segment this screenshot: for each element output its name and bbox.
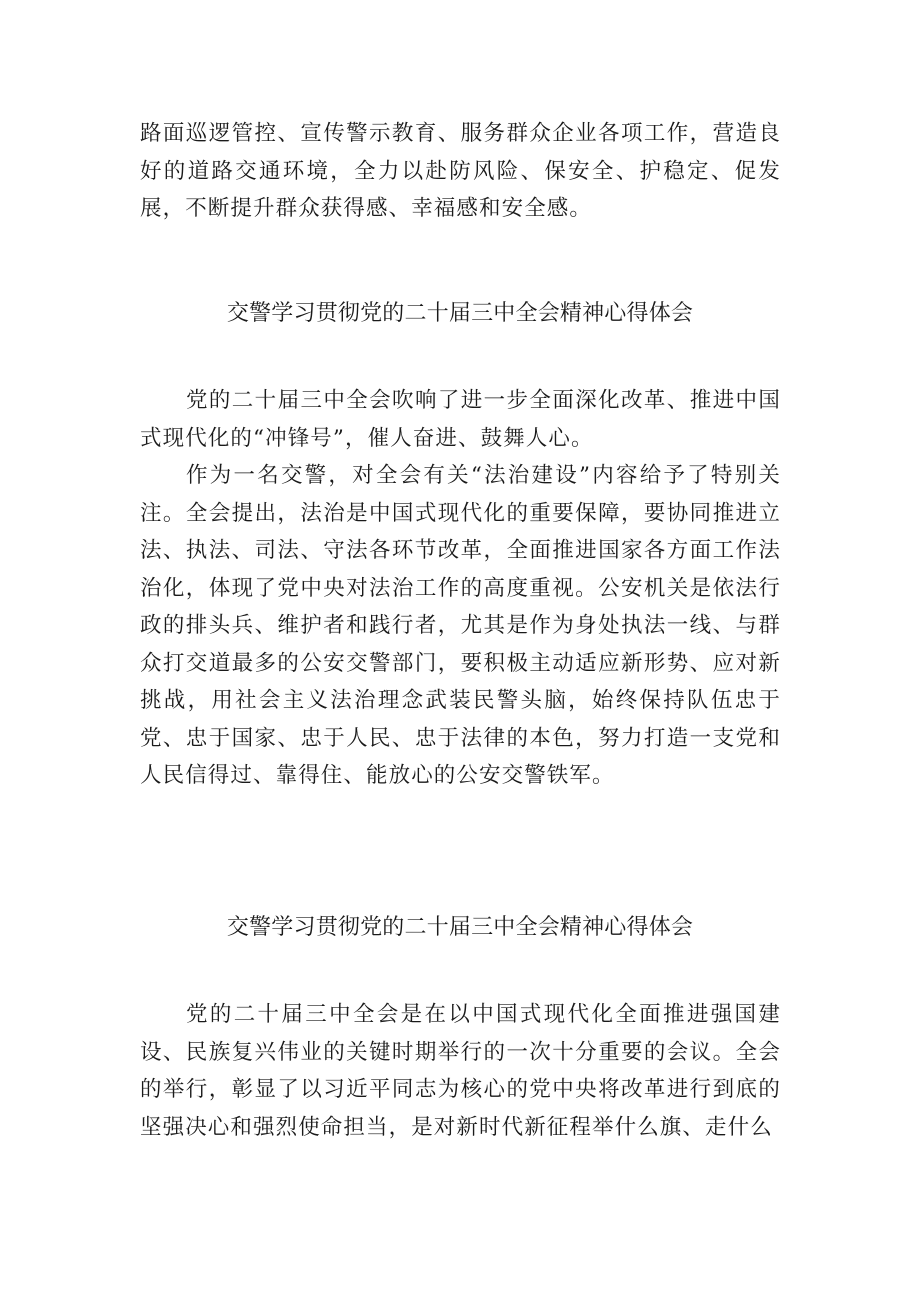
section-2-paragraph-1: 党的二十届三中全会是在以中国式现代化全面推进强国建设、民族复兴伟业的关键时期举行的一次十分重要的会议。全会的举行，彰显了以习近平同志为核心的党中央将改革进行到底的坚强决心和强烈使命担当，是对新时代新征程举什么旗、走什么 [140,1002,781,1140]
section-2-title: 交警学习贯彻党的二十届三中全会精神心得体会 [226,915,694,940]
section-1-title: 交警学习贯彻党的二十届三中全会精神心得体会 [226,301,694,326]
section-1-paragraph-2: 作为一名交警，对全会有关“法治建设”内容给予了特别关注。全会提出，法治是中国式现代化的重要保障，要协同推进立法、执法、司法、守法各环节改革，全面推进国家各方面工作法治化，体现了党中央对法治工作的高度重视。公安机关是依法行政的排头兵、维护者和践行者，尤其是作为身处执法一线、与群众打交道最多的公安交警部门，要积极主动适应新形势、应对新挑战，用社会主义法治理念武装民警头脑，始终保持队伍忠于党、忠于国家、忠于人民、忠于法律的本色，努力打造一支党和人民信得过、靠得住、能放心的公安交警铁军。 [140,463,781,788]
intro-paragraph: 路面巡逻管控、宣传警示教育、服务群众企业各项工作，营造良好的道路交通环境，全力以赴防风险、保安全、护稳定、促发展，不断提升群众获得感、幸福感和安全感。 [140,121,781,221]
section-1-paragraph-1: 党的二十届三中全会吹响了进一步全面深化改革、推进中国式现代化的“冲锋号”，催人奋进、鼓舞人心。 [140,388,781,451]
